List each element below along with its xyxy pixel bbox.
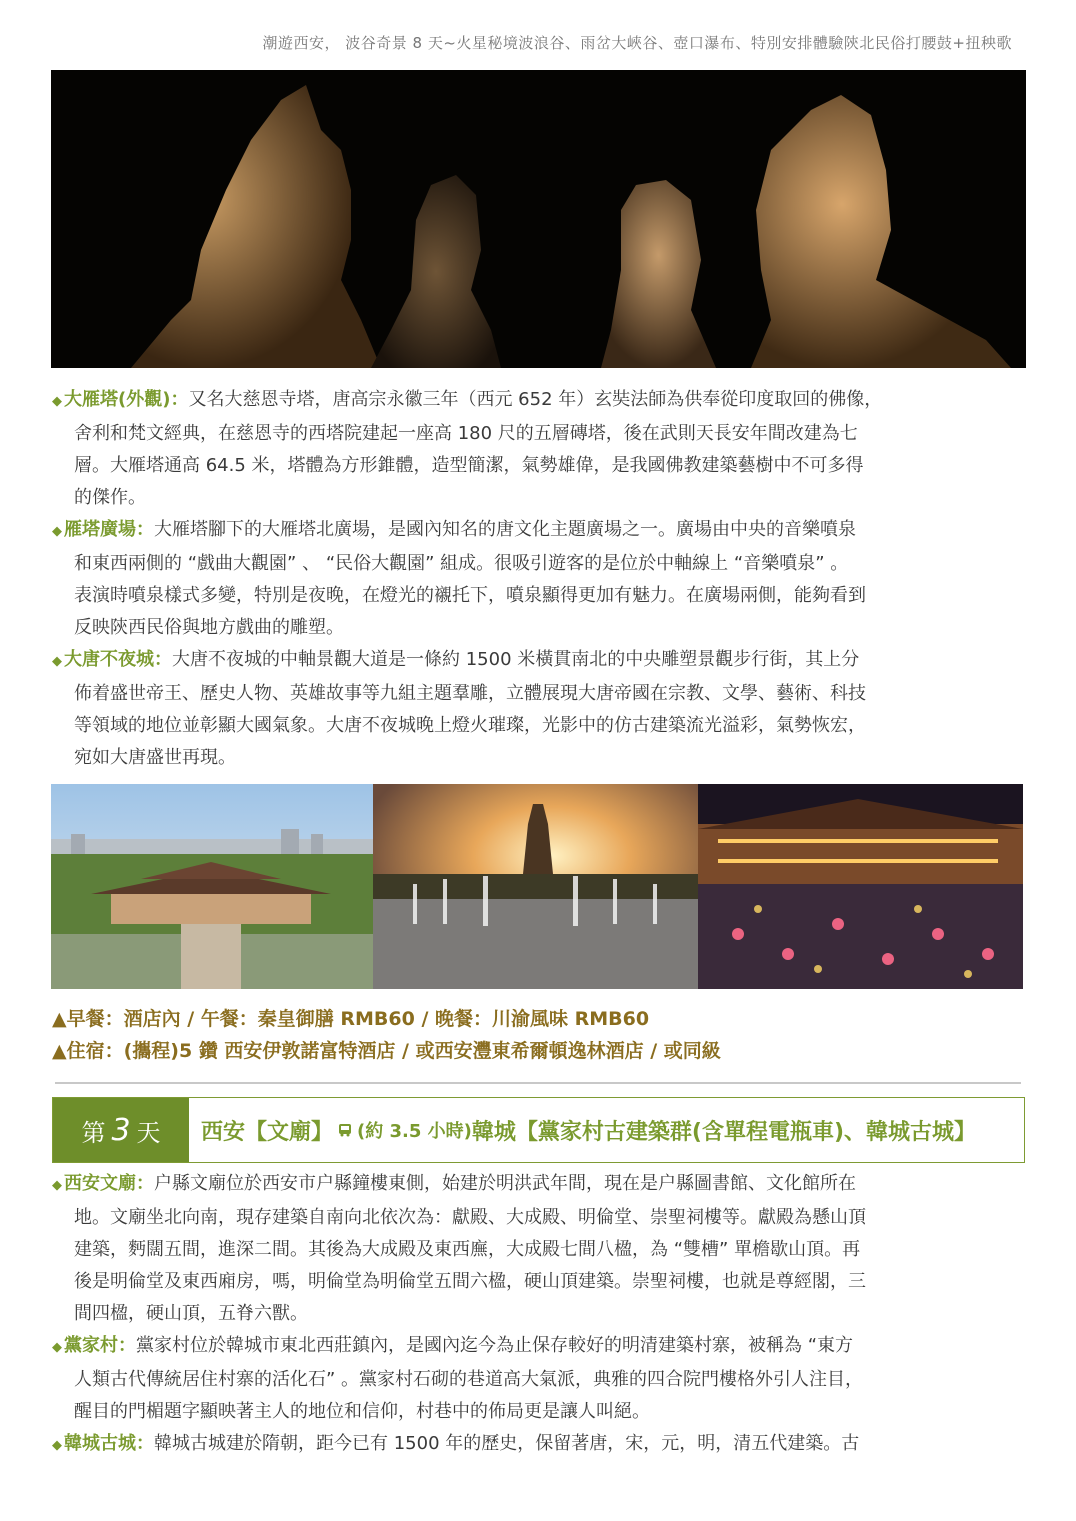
attraction-text-line: 大雁塔腳下的大雁塔北廣場，是國內知名的唐文化主題廣場之一。廣場由中央的音樂噴泉	[154, 519, 856, 540]
attraction-tang-night-city	[52, 644, 1028, 774]
attraction-dangjia-village	[52, 1330, 1028, 1428]
day-label	[53, 1098, 189, 1162]
attraction-text-line: 的傑作。	[74, 487, 146, 508]
lodging-info: ▲住宿：(攜程)5 鑽 西安伊敦諾富特酒店 / 或西安灃東希爾頓逸林酒店 / 或同級	[52, 1040, 721, 1062]
attraction-text-line: 醒目的門楣題字顯映著主人的地位和信仰，村巷中的佈局更是讓人叫絕。	[74, 1401, 650, 1422]
attraction-text-line: 大唐不夜城的中軸景觀大道是一條約 1500 米橫貫南北的中央雕塑景觀步行街，其上分	[172, 649, 860, 670]
attraction-text-line: 佈着盛世帝王、歷史人物、英雄故事等九組主題羣雕，立體展現大唐帝國在宗教、文學、藝術、科技	[74, 683, 866, 704]
route-duration: (約 3.5 小時)	[357, 1121, 472, 1142]
header-title: 潮遊西安， 波谷奇景 8 天~火星秘境波浪谷、雨岔大峽谷、壺口瀑布、特別安排體驗陝北民俗打腰鼓+扭秧歌	[262, 34, 1012, 52]
day-suffix: 天	[136, 1118, 161, 1147]
terracotta-warriors-image	[51, 70, 1026, 368]
attraction-text-line: 人類古代傳統居住村寨的活化石” 。黨家村石砌的巷道高大氣派，典雅的四合院門樓格外引人注目，	[74, 1369, 864, 1390]
pagoda-fountain-image	[373, 784, 698, 989]
diamond-bullet-icon: ◆	[52, 1438, 62, 1453]
section-divider	[55, 1082, 1021, 1084]
attraction-title: 雁塔廣場：	[64, 519, 154, 540]
attraction-text-line: 又名大慈恩寺塔，唐高宗永徽三年（西元 652 年）玄奘法師為供奉從印度取回的佛像，	[188, 389, 883, 410]
attraction-text-line: 户縣文廟位於西安市户縣鐘樓東側，始建於明洪武年間，現在是户縣圖書館、文化館所在	[154, 1173, 856, 1194]
day-number: 3	[111, 1112, 131, 1148]
attraction-title: 韓城古城：	[64, 1433, 154, 1454]
attraction-text-line: 地。文廟坐北向南，現存建築自南向北依次為：獻殿、大成殿、明倫堂、崇聖祠樓等。獻殿為懸山頂	[74, 1207, 866, 1228]
route-start: 西安【文廟】	[201, 1119, 334, 1145]
attraction-text-line: 韓城古城建於隋朝，距今已有 1500 年的歷史，保留著唐，宋，元，明，清五代建築。古	[154, 1433, 860, 1454]
attraction-dayanta	[52, 384, 1028, 514]
tang-night-city-image	[698, 784, 1023, 989]
diamond-bullet-icon: ◆	[52, 394, 62, 409]
attraction-title: 大雁塔(外觀)：	[64, 389, 189, 410]
attraction-text-line: 黨家村位於韓城市東北西莊鎮內，是國內迄今為止保存較好的明清建築村寨，被稱為 “東方	[136, 1335, 854, 1356]
day-route	[189, 1098, 1024, 1162]
attraction-hancheng-old-town	[52, 1428, 1028, 1462]
attraction-title: 大唐不夜城：	[64, 649, 172, 670]
bus-icon	[337, 1122, 353, 1138]
attraction-text-line: 舍利和梵文經典，在慈恩寺的西塔院建起一座高 180 尺的五層磚塔，後在武則天長安年間改建為七	[74, 423, 858, 444]
attraction-text-line: 後是明倫堂及東西廂房，嗎，明倫堂為明倫堂五間六楹，硬山頂建築。崇聖祠樓，也就是尊經閣，三	[74, 1271, 866, 1292]
attraction-title: 西安文廟：	[64, 1173, 154, 1194]
attraction-text-line: 反映陝西民俗與地方戲曲的雕塑。	[74, 617, 344, 638]
diamond-bullet-icon: ◆	[52, 1178, 62, 1193]
route-destination: 韓城【黨家村古建築群(含單程電瓶車)、韓城古城】	[471, 1119, 977, 1145]
attraction-text-line: 建築，麪闊五間，進深二間。其後為大成殿及東西廡，大成殿七間八楹，為 “雙槽” 單檐歇山頂。再	[74, 1239, 861, 1260]
attraction-text-line: 間四楹，硬山頂，五脊六獸。	[74, 1303, 308, 1324]
meals-info: ▲早餐：酒店內 / 午餐：秦皇御膳 RMB60 / 晚餐：川渝風味 RMB60	[52, 1008, 650, 1030]
day-3-header	[52, 1097, 1025, 1163]
diamond-bullet-icon: ◆	[52, 1340, 62, 1355]
attraction-text-line: 和東西兩側的 “戲曲大觀園” 、 “民俗大觀園” 組成。很吸引遊客的是位於中軸線上 “音樂噴泉” 。	[74, 553, 849, 574]
diamond-bullet-icon: ◆	[52, 524, 62, 539]
attraction-title: 黨家村：	[64, 1335, 136, 1356]
diamond-bullet-icon: ◆	[52, 654, 62, 669]
attraction-text-line: 宛如大唐盛世再現。	[74, 747, 236, 768]
pagoda-aerial-image	[51, 784, 373, 989]
attraction-text-line: 等領域的地位並彰顯大國氣象。大唐不夜城晚上燈火璀璨，光影中的仿古建築流光溢彩，氣勢恢宏，	[74, 715, 866, 736]
attraction-text-line: 表演時噴泉樣式多變，特別是夜晚，在燈光的襯托下，噴泉顯得更加有魅力。在廣場兩側，能夠看到	[74, 585, 866, 606]
attraction-xian-confucian-temple	[52, 1168, 1028, 1330]
day-prefix: 第	[81, 1118, 106, 1147]
attraction-text-line: 層。大雁塔通高 64.5 米，塔體為方形錐體，造型簡潔，氣勢雄偉，是我國佛教建築藝樹中不可多得	[74, 455, 864, 476]
attraction-yanta-square	[52, 514, 1028, 644]
